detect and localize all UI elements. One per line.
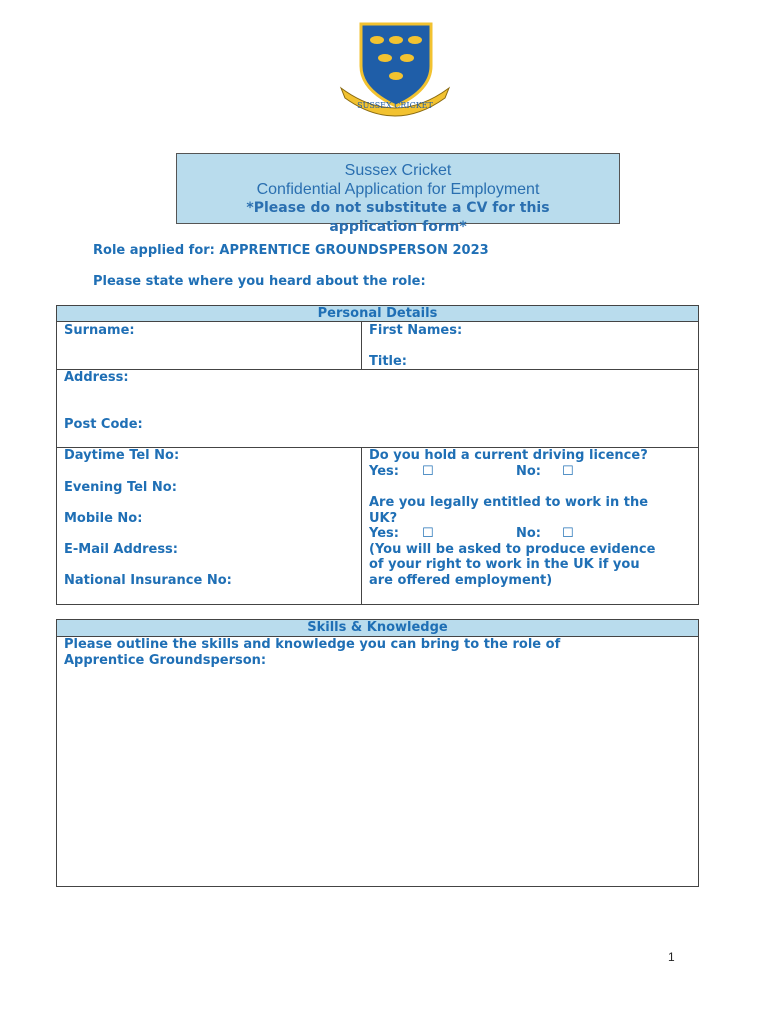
mobile-field[interactable]: Mobile No: — [64, 511, 143, 526]
personal-details-table — [56, 305, 699, 605]
title-line-2: Confidential Application for Employment — [256, 181, 540, 198]
driving-no-checkbox[interactable]: ☐ — [562, 464, 574, 479]
evidence-note-1: (You will be asked to produce evidence — [369, 542, 656, 557]
svg-text:SUSSEX CRICKET: SUSSEX CRICKET — [357, 101, 433, 110]
surname-field[interactable]: Surname: — [64, 323, 135, 338]
first-names-field[interactable]: First Names: — [369, 323, 463, 338]
divider — [361, 448, 362, 605]
driving-licence-question: Do you hold a current driving licence? — [369, 448, 648, 463]
divider — [57, 369, 698, 370]
title-line-3: *Please do not substitute a CV for this — [246, 200, 550, 216]
national-insurance-field[interactable]: National Insurance No: — [64, 573, 232, 588]
work-entitlement-question-cont: UK? — [369, 511, 398, 526]
address-field[interactable]: Address: — [64, 370, 129, 385]
work-yes-label: Yes: — [369, 526, 399, 541]
daytime-tel-field[interactable]: Daytime Tel No: — [64, 448, 180, 463]
role-applied-line: Role applied for: APPRENTICE GROUNDSPERSON 2023 — [93, 243, 489, 258]
evening-tel-field[interactable]: Evening Tel No: — [64, 480, 177, 495]
divider — [361, 322, 362, 370]
heard-about-role-line: Please state where you heard about the role: — [93, 274, 426, 289]
work-no-checkbox[interactable]: ☐ — [562, 526, 574, 541]
sussex-cricket-crest-logo — [335, 18, 455, 118]
driving-yes-label: Yes: — [369, 464, 399, 479]
work-entitlement-question: Are you legally entitled to work in the — [369, 495, 649, 510]
personal-details-header: Personal Details — [57, 306, 698, 322]
title-line-4: application form* — [329, 219, 467, 235]
driving-yes-checkbox[interactable]: ☐ — [422, 464, 434, 479]
skills-prompt-line-1: Please outline the skills and knowledge you can bring to the role of — [64, 637, 561, 652]
evidence-note-3: are offered employment) — [369, 573, 553, 588]
title-line-1: Sussex Cricket — [344, 162, 452, 179]
driving-no-label: No: — [516, 464, 542, 479]
email-field[interactable]: E-Mail Address: — [64, 542, 178, 557]
work-no-label: No: — [516, 526, 542, 541]
skills-knowledge-table — [56, 619, 699, 887]
skills-knowledge-header: Skills & Knowledge — [57, 620, 698, 637]
title-box — [176, 153, 620, 235]
skills-prompt-line-2: Apprentice Groundsperson: — [64, 653, 267, 668]
work-yes-checkbox[interactable]: ☐ — [422, 526, 434, 541]
skills-answer-area[interactable] — [61, 672, 694, 882]
page-number: 1 — [668, 950, 675, 964]
post-code-field[interactable]: Post Code: — [64, 417, 143, 432]
title-field[interactable]: Title: — [369, 354, 408, 369]
evidence-note-2: of your right to work in the UK if you — [369, 557, 640, 572]
